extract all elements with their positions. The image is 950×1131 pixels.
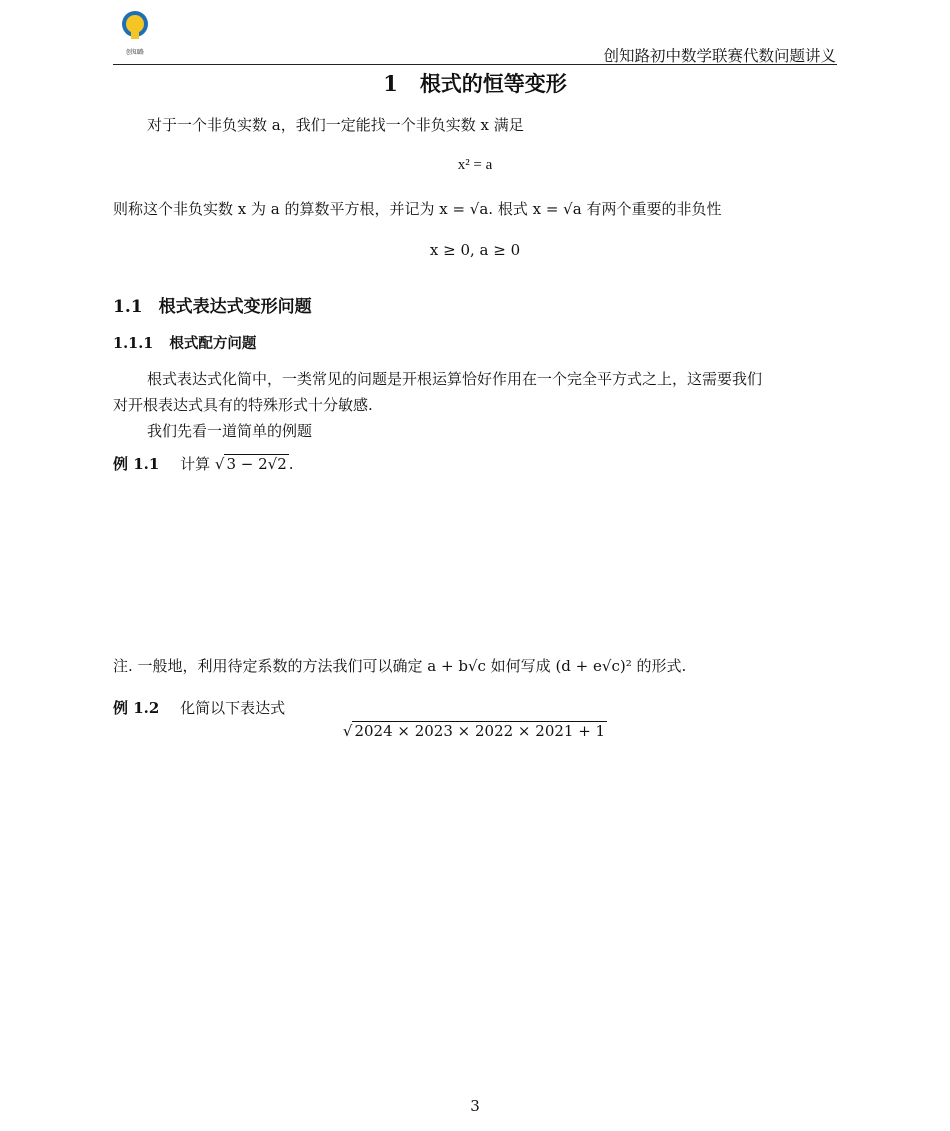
lightbulb-logo-icon bbox=[118, 9, 152, 51]
subsubsection-heading bbox=[113, 332, 256, 353]
example-1-1-suffix: . bbox=[288, 455, 294, 473]
example-1-2-sqrt: √ 2024 × 2023 × 2022 × 2021 + 1 bbox=[342, 722, 606, 740]
equation-2: x ≥ 0, a ≥ 0 bbox=[429, 241, 521, 259]
example-1-1-expression: √ 3 − 2√2 bbox=[214, 455, 287, 473]
section-title bbox=[0, 68, 950, 98]
example-1-2-text: 化简以下表达式 bbox=[180, 699, 286, 717]
note: 注. 一般地，利用待定系数的方法我们可以确定 a + b√c 如何写成 (d + e√c)² 的形式. bbox=[113, 657, 687, 675]
example-1-2-expression bbox=[0, 722, 950, 740]
example-1-2-radicand: 2024 × 2023 × 2022 × 2021 + 1 bbox=[354, 722, 606, 740]
subsection-number: 1.1 bbox=[113, 297, 143, 317]
para1-line-2: 对开根表达式具有的特殊形式十分敏感. bbox=[113, 396, 373, 414]
para1-line-1: 根式表达式化简中，一类常见的问题是开根运算恰好作用在一个完全平方式之上，这需要我们 bbox=[147, 370, 763, 388]
example-1-1-text: 计算 bbox=[180, 455, 211, 473]
publisher-logo bbox=[118, 9, 152, 56]
logo-label: 创知路 bbox=[125, 49, 144, 56]
subsection-heading bbox=[113, 292, 312, 317]
para2: 我们先看一道简单的例题 bbox=[147, 422, 313, 440]
subsection-title: 根式表达式变形问题 bbox=[158, 297, 312, 317]
example-1-1-radicand: 3 − 2√2 bbox=[226, 455, 287, 473]
header-rule bbox=[113, 64, 837, 65]
intro-line-1: 对于一个非负实数 a，我们一定能找一个非负实数 x 满足 bbox=[147, 116, 524, 134]
subsubsection-number: 1.1.1 bbox=[113, 335, 154, 352]
subsubsection-title: 根式配方问题 bbox=[169, 336, 257, 352]
example-1-2-label: 例 1.2 bbox=[113, 699, 160, 717]
example-1-2 bbox=[113, 697, 285, 718]
section-title-text: 根式的恒等变形 bbox=[419, 72, 567, 96]
running-title: 创知路初中数学联赛代数问题讲义 bbox=[603, 47, 836, 65]
section-number: 1 bbox=[383, 71, 398, 96]
intro-line-2: 则称这个非负实数 x 为 a 的算数平方根，并记为 x = √a. 根式 x = √a 有两个重要的非负性 bbox=[113, 200, 722, 218]
page-number: 3 bbox=[470, 1097, 480, 1115]
example-1-1-label: 例 1.1 bbox=[113, 455, 160, 473]
example-1-1 bbox=[113, 453, 294, 474]
equation-1: x² = a bbox=[457, 157, 493, 173]
